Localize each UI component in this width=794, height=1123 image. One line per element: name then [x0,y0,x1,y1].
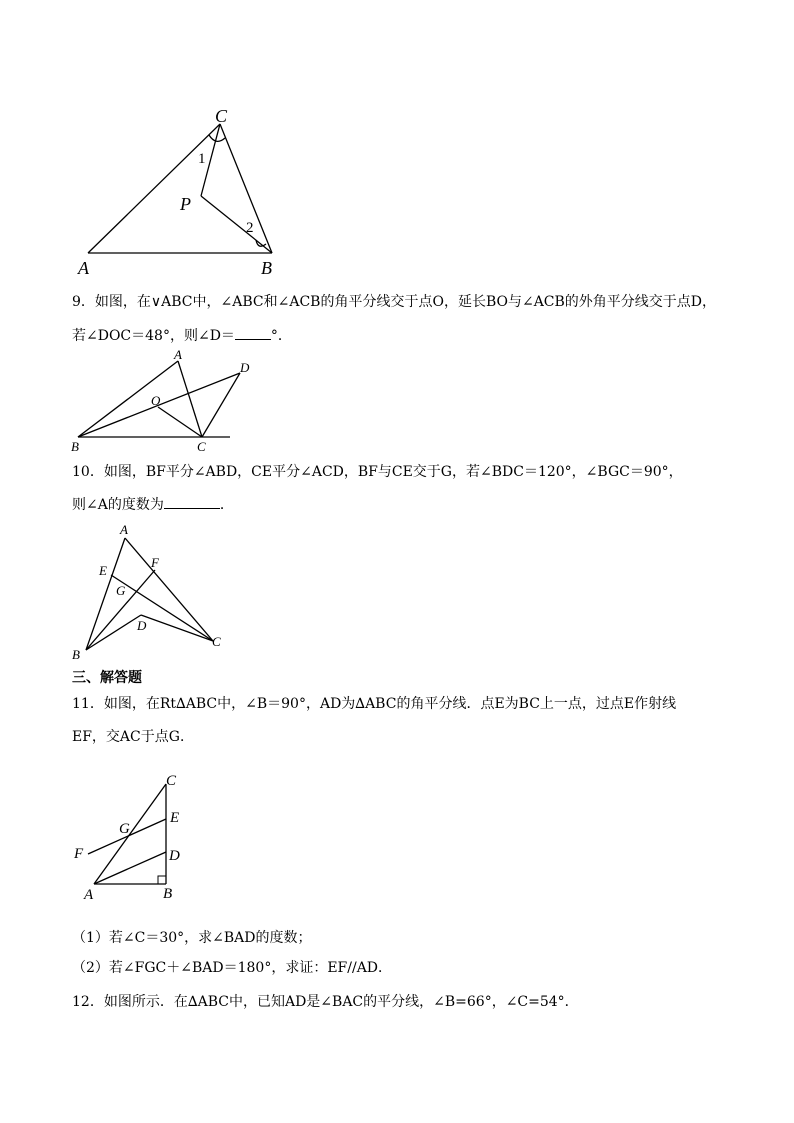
q11-part1: （1）若∠C＝30°，求∠BAD的度数； [72,930,312,946]
label-p: P [180,194,191,214]
q9-label-d: D [240,360,250,375]
q10-label-d: D [137,618,147,633]
q9-line1: 9．如图，在∨ABC中，∠ABC和∠ACB的角平分线交于点O，延长BO与∠ACB的外角平分线交于点D， [72,294,717,310]
q11-label-g: G [119,821,130,837]
q10-label-g: G [116,583,126,598]
q9-line2-text: 若∠DOC＝48°，则∠D＝ [72,328,235,344]
q11-line2: EF，交AC于点G． [72,729,194,745]
label-angle-1: 1 [198,151,206,167]
q11-label-f: F [74,846,84,862]
label-c: C [215,106,228,126]
q11-part2: （2）若∠FGC＋∠BAD＝180°，求证：EF//AD． [72,960,393,976]
q10-answer-blank [164,494,220,509]
q11-label-d: D [169,848,180,864]
label-angle-2: 2 [246,220,254,236]
figure-triangle-abc-point-p [70,100,300,280]
q10-line2-text: 则∠A的度数为 [72,497,164,513]
q9-label-o: O [151,393,161,408]
section-3-heading: 三、解答题 [72,670,142,686]
q11-label-c: C [166,773,177,789]
q9-answer-blank [235,325,271,340]
q10-label-b: B [72,647,80,662]
q11-label-b: B [163,886,173,902]
q11-line1: 11．如图，在Rt∆ABC中，∠B＝90°，AD为∆ABC的角平分线．点E为BC上一点，过点E作射线 [72,696,677,712]
q10-line1: 10．如图，BF平分∠ABD，CE平分∠ACD，BF与CE交于G，若∠BDC＝120°，∠BGC＝90°， [72,464,683,480]
q10-line2-end: ． [219,497,234,513]
q10-label-c: C [212,634,221,649]
q9-label-a: A [174,347,182,362]
q9-line2 [72,325,292,346]
q11-label-e: E [170,810,180,826]
q9-line2-end: °． [270,328,292,344]
q12-line1: 12．如图所示．在∆ABC中，已知AD是∠BAC的平分线，∠B=66°，∠C=54°． [72,994,579,1010]
q10-label-f: F [151,555,159,570]
figure-q10 [68,520,233,665]
label-b: B [261,258,272,278]
q9-label-c: C [197,439,206,454]
label-a: A [78,258,89,278]
q11-label-a: A [84,887,94,903]
q10-line2 [72,494,234,515]
q10-label-e: E [99,563,107,578]
q9-label-b: B [71,439,79,454]
figure-q11 [70,768,195,903]
q10-label-a: A [120,522,128,537]
figure-q9 [70,345,250,460]
